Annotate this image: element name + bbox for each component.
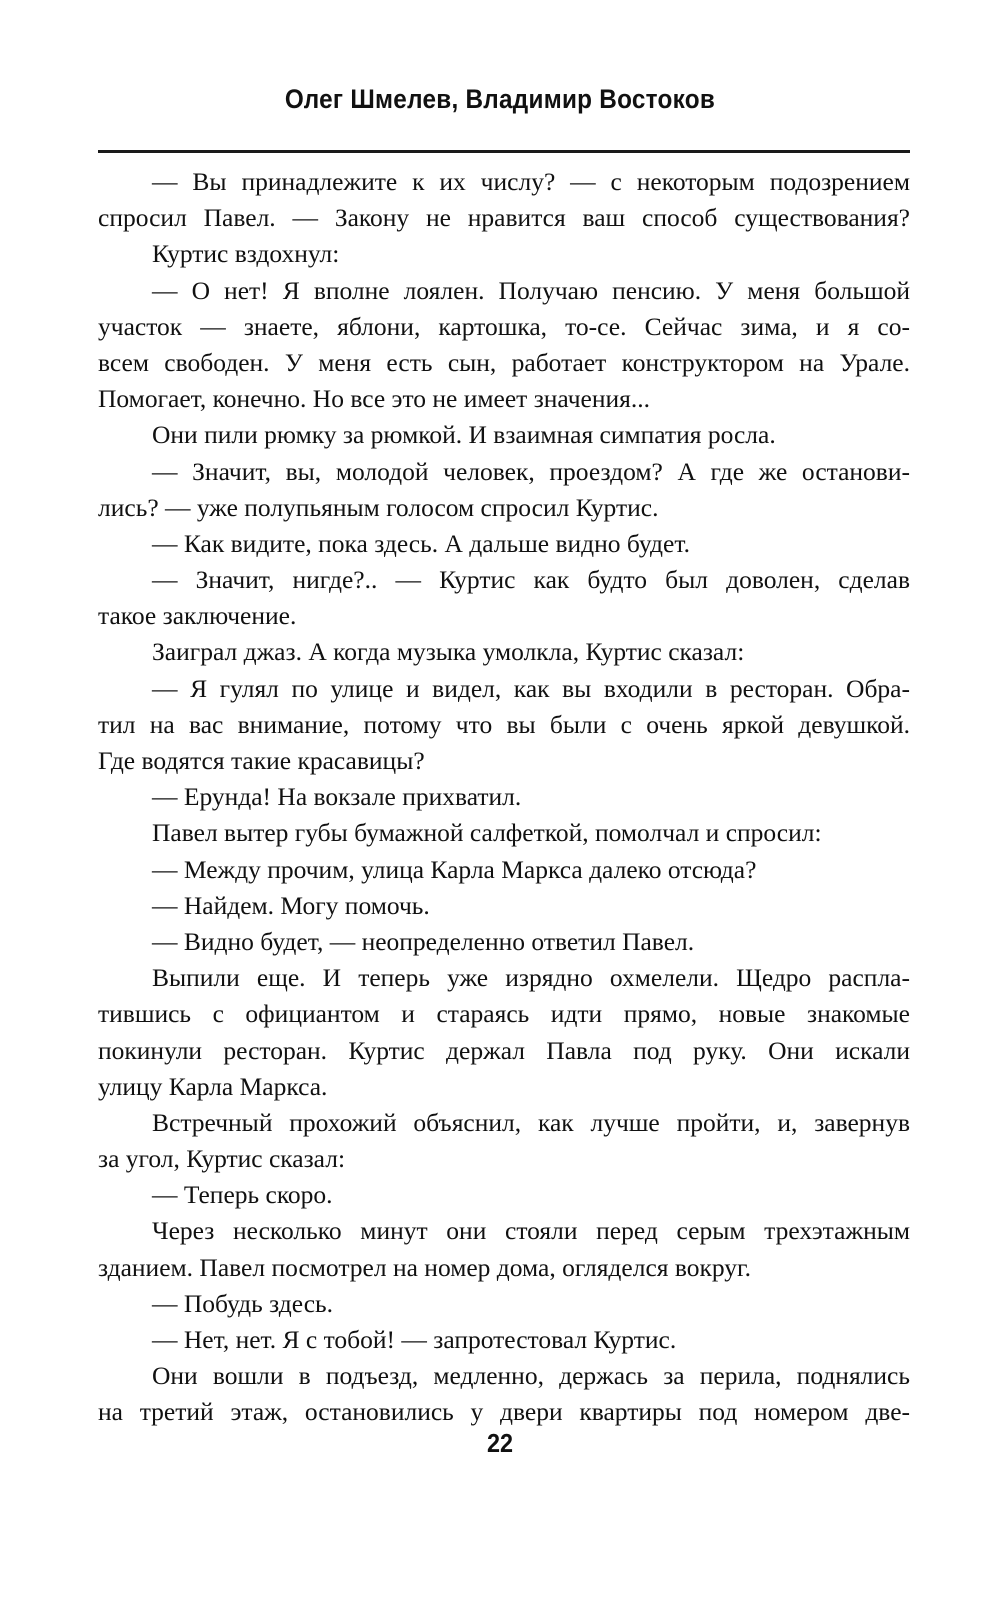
text-line: лись? — уже полупьяным голосом спросил Куртис. xyxy=(98,492,659,522)
text-line: покинули ресторан. Куртис держал Павла под руку. Они искали xyxy=(98,1035,910,1065)
text-line: — Теперь скоро. xyxy=(152,1180,333,1210)
text-line: Через несколько минут они стояли перед серым трехэтажным xyxy=(152,1216,910,1246)
text-line: — Между прочим, улица Карла Маркса далеко отсюда? xyxy=(152,854,757,884)
body-text xyxy=(98,164,910,1431)
text-line: Они вошли в подъезд, медленно, держась за перила, поднялись xyxy=(152,1361,910,1391)
text-line: всем свободен. У меня есть сын, работает конструктором на Урале. xyxy=(98,347,910,377)
text-line: Где водятся такие красавицы? xyxy=(98,746,425,775)
running-head: Олег Шмелев, Владимир Востоков xyxy=(284,84,716,114)
text-line: Помогает, конечно. Но все это не имеет значения... xyxy=(98,384,650,414)
text-line: Куртис вздохнул: xyxy=(152,239,340,269)
text-line: — Я гулял по улице и видел, как вы входили в ресторан. Обра- xyxy=(152,673,910,703)
text-line: — Побудь здесь. xyxy=(152,1288,334,1318)
text-line: Выпили еще. И теперь уже изрядно охмелели. Щедро распла- xyxy=(152,963,910,993)
text-line: — Вы принадлежите к их числу? — с некоторым подозрением xyxy=(152,167,910,196)
text-line: Они пили рюмку за рюмкой. И взаимная симпатия росла. xyxy=(152,420,776,450)
text-line: — Нет, нет. Я с тобой! — запротестовал Куртис. xyxy=(152,1325,677,1354)
text-line: — О нет! Я вполне лоялен. Получаю пенсию. У меня большой xyxy=(152,275,910,305)
text-line: тил на вас внимание, потому что вы были с очень яркой девушкой. xyxy=(98,709,910,739)
header-rule xyxy=(98,150,910,153)
text-line: участок — знаете, яблони, картошка, то-се. Сейчас зима, и я со- xyxy=(98,311,910,341)
text-line: спросил Павел. — Закону не нравится ваш способ существования? xyxy=(98,203,910,233)
text-line: — Найдем. Могу помочь. xyxy=(152,890,430,920)
text-line: — Значит, вы, молодой человек, проездом? А где же останови- xyxy=(152,456,910,486)
text-line: на третий этаж, остановились у двери квартиры под номером две- xyxy=(98,1397,910,1427)
text-line: — Значит, нигде?.. — Куртис как будто был доволен, сделав xyxy=(152,565,910,595)
text-line: — Видно будет, — неопределенно ответил Павел. xyxy=(152,926,695,956)
text-line: — Ерунда! На вокзале прихватил. xyxy=(152,782,522,812)
page-number: 22 xyxy=(486,1428,514,1458)
text-line: за угол, Куртис сказал: xyxy=(98,1144,346,1174)
text-line: зданием. Павел посмотрел на номер дома, огляделся вокруг. xyxy=(98,1252,752,1282)
text-line: тившись с официантом и стараясь идти прямо, новые знакомые xyxy=(98,999,910,1029)
text-line: Заиграл джаз. А когда музыка умолкла, Куртис сказал: xyxy=(152,637,745,667)
text-line: такое заключение. xyxy=(98,601,297,631)
text-line: — Как видите, пока здесь. А дальше видно будет. xyxy=(152,528,690,558)
text-line: Встречный прохожий объяснил, как лучше пройти, и, завернув xyxy=(152,1107,910,1137)
text-line: Павел вытер губы бумажной салфеткой, помолчал и спросил: xyxy=(152,818,822,848)
text-line: улицу Карла Маркса. xyxy=(98,1071,328,1101)
